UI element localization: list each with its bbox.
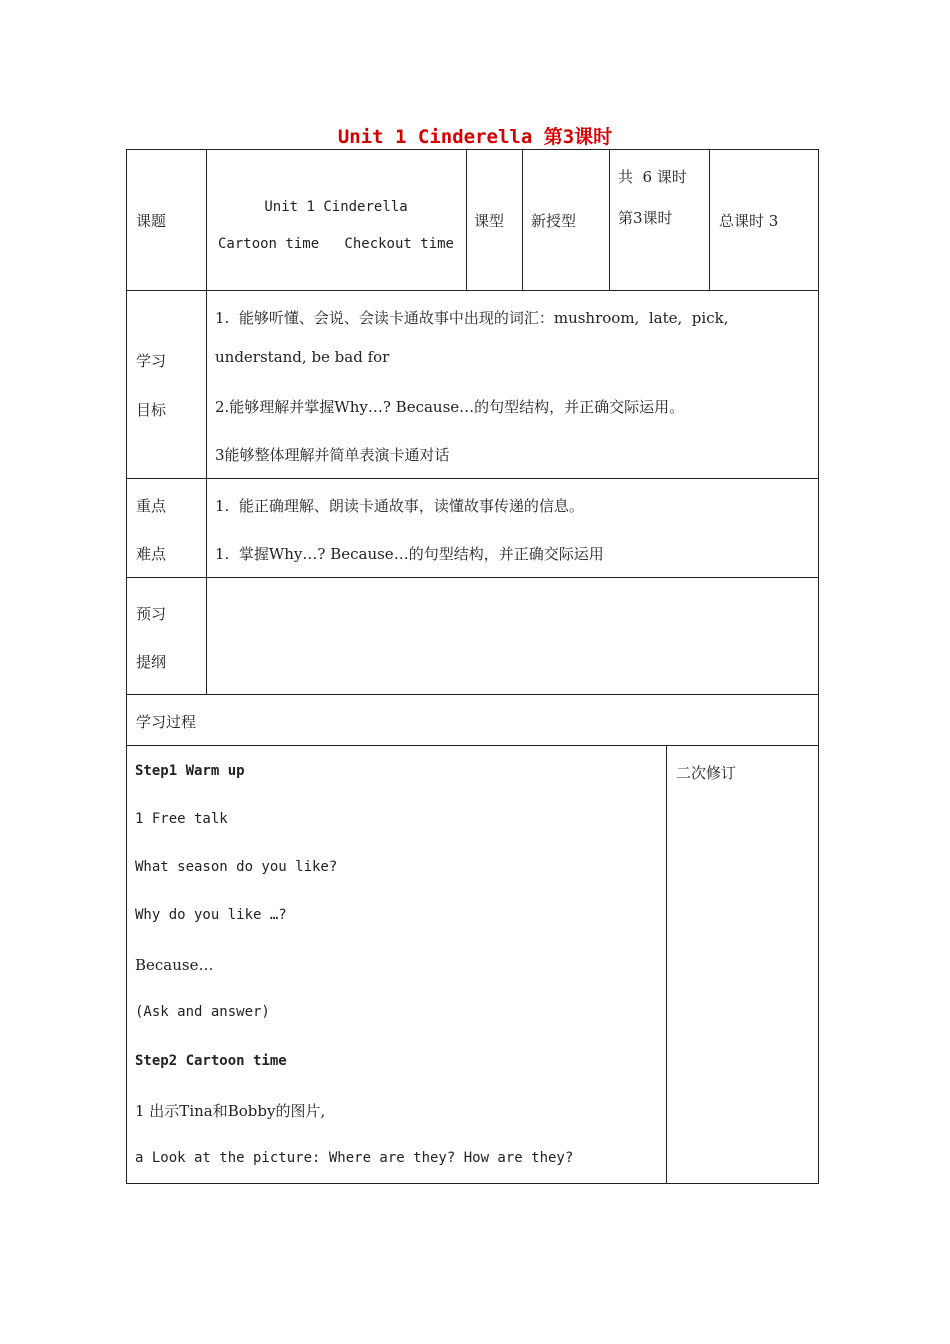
- topic-title: Unit 1 Cinderella: [264, 199, 408, 215]
- goal-line-3: 2.能够理解并掌握Why…? Because…的句型结构，并正确交际运用。: [215, 398, 685, 416]
- step1-heading: Step1 Warm up: [135, 763, 245, 779]
- keypoints-label-1: 重点: [136, 497, 167, 515]
- process-line: 1 Free talk: [135, 811, 228, 827]
- process-line: Why do you like …?: [135, 907, 287, 923]
- process-line: What season do you like?: [135, 859, 338, 875]
- topic-label: 课题: [136, 212, 167, 230]
- keypoints-label-2: 难点: [136, 545, 167, 563]
- goal-line-4: 3能够整体理解并简单表演卡通对话: [215, 446, 450, 464]
- hours-current: 第3课时: [618, 209, 673, 227]
- total-hours: 总课时 3: [719, 212, 779, 230]
- keypoint-line-2: 1. 掌握Why…? Because…的句型结构，并正确交际运用: [215, 545, 604, 563]
- step2-heading: Step2 Cartoon time: [135, 1053, 287, 1069]
- preview-label-2: 提纲: [136, 653, 167, 671]
- type-label: 课型: [474, 212, 505, 230]
- preview-label-1: 预习: [136, 605, 167, 623]
- hours-total: 共 6 课时: [618, 168, 687, 186]
- goals-label-1: 学习: [136, 352, 167, 370]
- topic-subtitle: Cartoon time Checkout time: [217, 236, 454, 252]
- process-line: Because…: [135, 956, 214, 974]
- revision-label: 二次修订: [676, 764, 737, 782]
- process-line: (Ask and answer): [135, 1004, 270, 1020]
- keypoint-line-1: 1. 能正确理解、朗读卡通故事，读懂故事传递的信息。: [215, 497, 584, 515]
- goals-label-2: 目标: [136, 401, 167, 419]
- process-line: a Look at the picture: Where are they? How are they?: [135, 1150, 574, 1166]
- process-label: 学习过程: [136, 713, 197, 731]
- document-title: Unit 1 Cinderella 第3课时: [337, 126, 613, 148]
- goal-line-1: 1. 能够听懂、会说、会读卡通故事中出现的词汇：mushroom, late, pick,: [215, 309, 729, 327]
- goal-line-2: understand, be bad for: [215, 348, 390, 366]
- type-value: 新授型: [531, 212, 577, 230]
- process-line: 1 出示Tina和Bobby的图片,: [135, 1102, 326, 1120]
